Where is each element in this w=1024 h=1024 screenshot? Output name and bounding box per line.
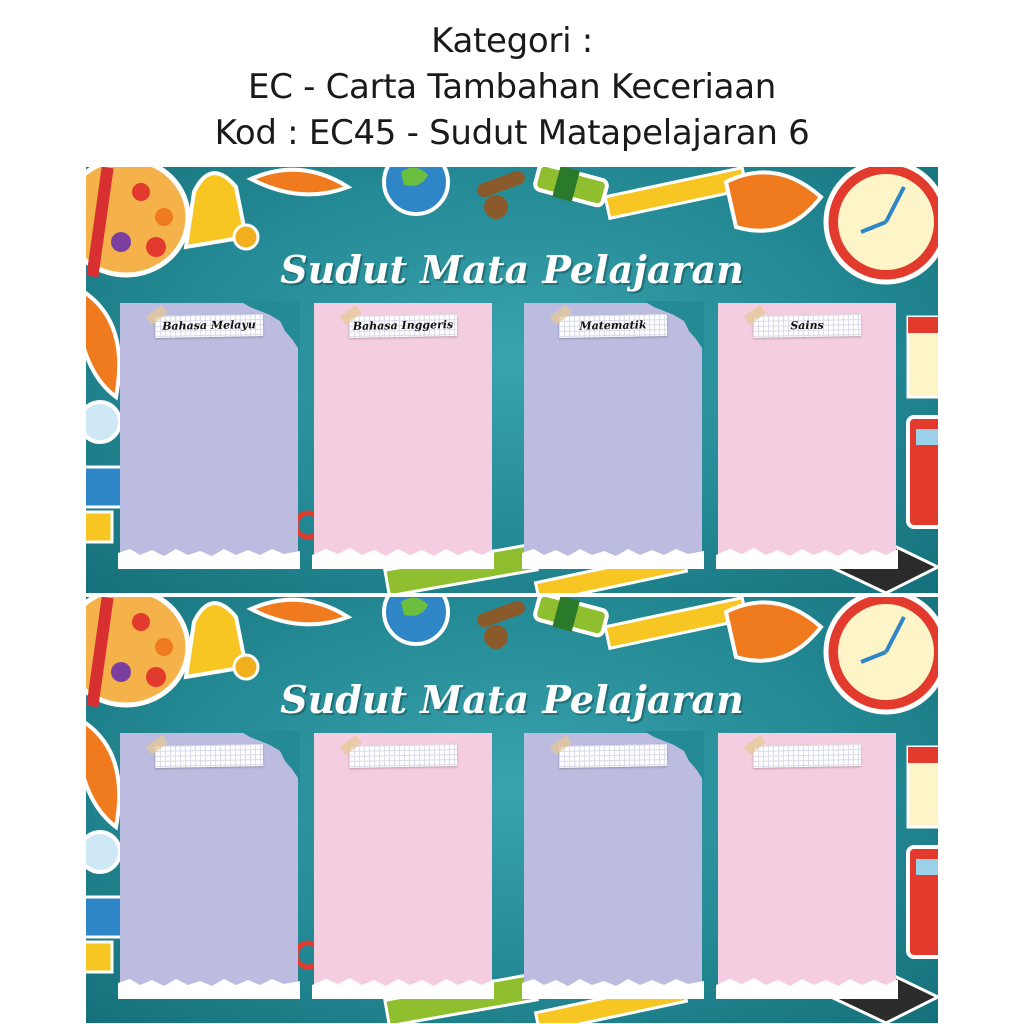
globe-icon xyxy=(384,167,527,219)
subject-label-sains: Sains xyxy=(753,314,861,338)
product-code: Kod : EC45 - Sudut Matapelajaran 6 xyxy=(214,113,810,153)
bell-icon xyxy=(186,173,258,249)
torn-edge xyxy=(312,543,494,569)
blank-paper-1 xyxy=(120,733,298,991)
leaf-icon xyxy=(726,172,821,230)
leaf-icon xyxy=(251,600,348,625)
chart-board-labeled xyxy=(86,167,938,593)
pencil-icon xyxy=(534,597,608,637)
subject-paper-matematik xyxy=(524,303,702,561)
torn-edge xyxy=(522,973,704,999)
blank-label-4 xyxy=(753,744,861,768)
bell-icon xyxy=(186,603,258,679)
torn-edge xyxy=(522,543,704,569)
magnifier-icon xyxy=(86,402,120,442)
board-title: Sudut Mata Pelajaran xyxy=(280,677,744,722)
torn-corner xyxy=(240,731,300,781)
leaf-icon xyxy=(726,602,821,660)
calculator-icon xyxy=(908,417,938,527)
calculator-icon xyxy=(908,847,938,957)
blank-paper-4 xyxy=(718,733,896,991)
blank-paper-3 xyxy=(524,733,702,991)
subject-label-matematik: Matematik xyxy=(559,314,667,338)
category-line: Kategori : xyxy=(431,21,593,61)
torn-corner xyxy=(644,301,704,351)
abc-blocks-icon xyxy=(86,897,122,972)
board-title: Sudut Mata Pelajaran xyxy=(280,247,744,292)
torn-corner xyxy=(644,731,704,781)
abc-blocks-icon xyxy=(86,467,122,542)
leaf-icon xyxy=(251,170,348,195)
magnifier-icon xyxy=(86,832,120,872)
calendar-icon xyxy=(908,747,938,827)
torn-edge xyxy=(118,543,300,569)
torn-edge xyxy=(118,973,300,999)
category-name: EC - Carta Tambahan Keceriaan xyxy=(248,67,776,107)
subject-label-bahasa-inggeris: Bahasa Inggeris xyxy=(349,314,457,338)
subject-paper-bahasa-melayu xyxy=(120,303,298,561)
subject-label-bahasa-melayu: Bahasa Melayu xyxy=(155,314,263,338)
torn-corner xyxy=(240,301,300,351)
blank-paper-2 xyxy=(314,733,492,991)
ruler-icon xyxy=(605,598,747,649)
subject-paper-bahasa-inggeris xyxy=(314,303,492,561)
torn-edge xyxy=(716,973,898,999)
leaf-icon xyxy=(86,717,119,827)
pencil-icon xyxy=(534,167,608,207)
chart-board-blank xyxy=(86,597,938,1023)
ruler-icon xyxy=(605,168,747,219)
calendar-icon xyxy=(908,317,938,397)
leaf-icon xyxy=(86,287,119,397)
subject-paper-sains xyxy=(718,303,896,561)
torn-edge xyxy=(716,543,898,569)
globe-icon xyxy=(384,597,527,649)
torn-edge xyxy=(312,973,494,999)
blank-label-2 xyxy=(349,744,457,768)
product-header xyxy=(0,18,1024,156)
